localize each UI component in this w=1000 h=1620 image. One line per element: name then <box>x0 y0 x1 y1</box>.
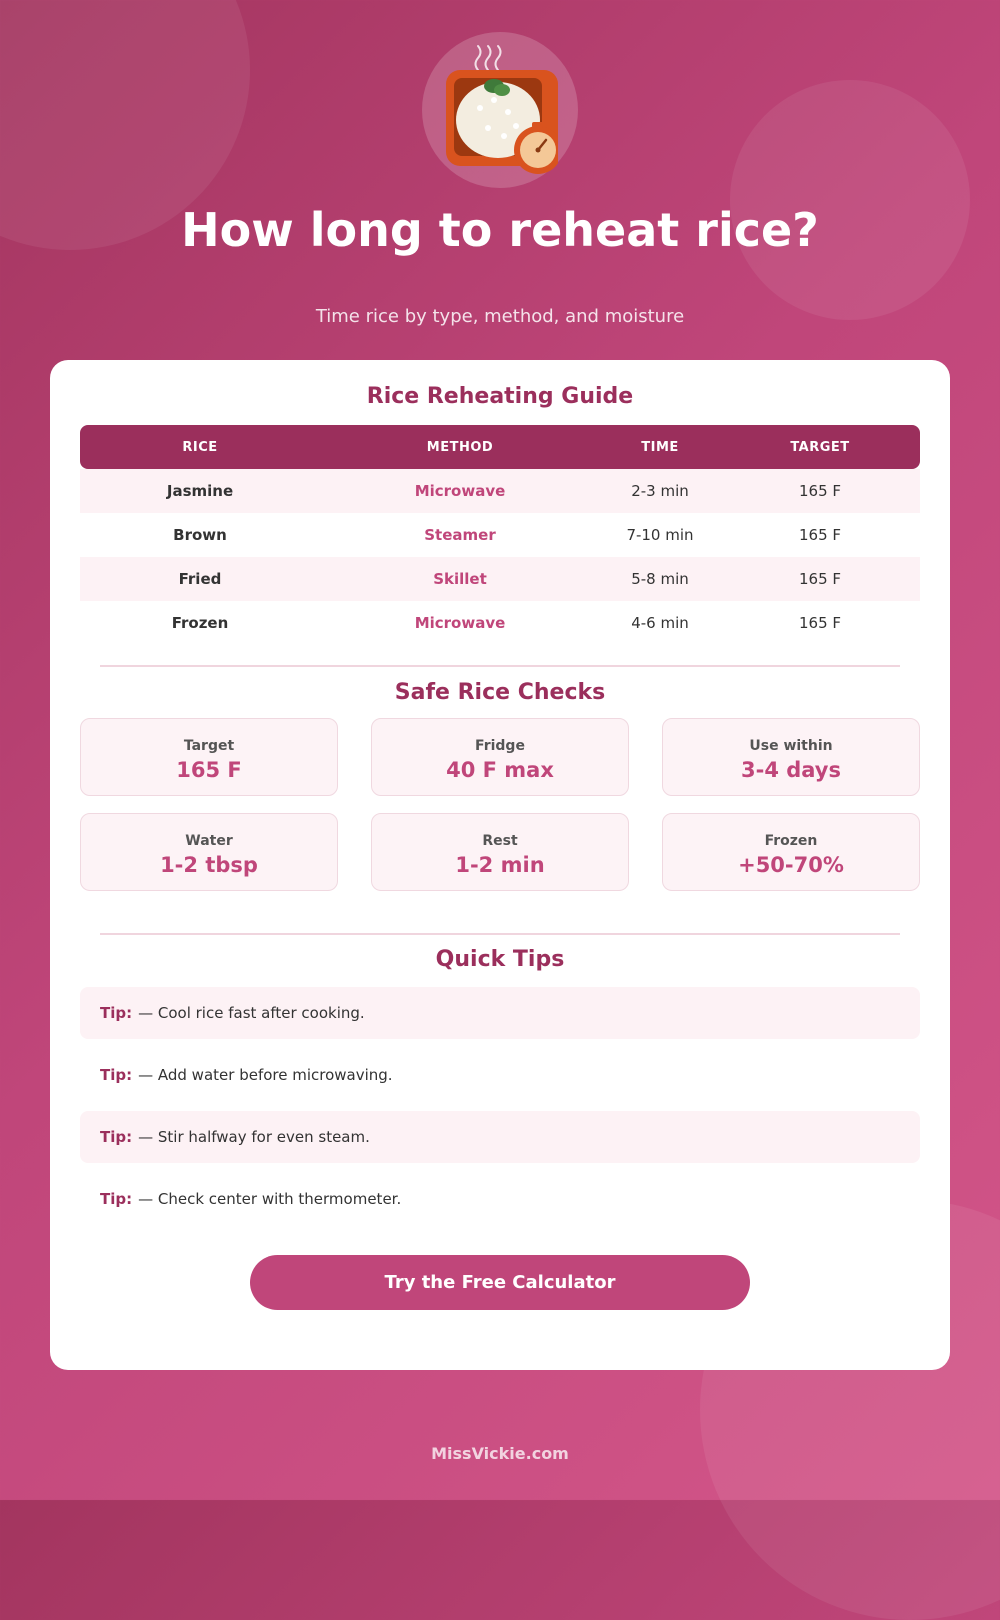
rice-cell: Fried <box>178 570 222 588</box>
check-value: 1-2 min <box>455 853 545 877</box>
check-label: Water <box>185 833 233 849</box>
method-cell: Microwave <box>414 482 506 500</box>
method-cell: Skillet <box>433 570 487 588</box>
time-cell: 5-8 min <box>631 570 689 588</box>
check-label: Target <box>183 738 235 754</box>
table-row <box>80 469 920 513</box>
check-label: Use within <box>749 738 833 754</box>
microwave-rice-timer-icon <box>422 32 578 188</box>
guide-title: Rice Reheating Guide <box>366 384 634 409</box>
check-label: Frozen <box>764 833 818 849</box>
table-row <box>80 557 920 601</box>
time-cell: 4-6 min <box>631 614 689 632</box>
list-item <box>80 1111 920 1163</box>
rice-cell: Jasmine <box>166 482 234 500</box>
list-item <box>80 1173 920 1225</box>
check-value: +50-70% <box>738 853 844 877</box>
tips-title: Quick Tips <box>435 947 565 972</box>
rice-cell: Frozen <box>171 614 229 632</box>
check-card <box>662 813 920 891</box>
time-cell: 7-10 min <box>626 526 694 544</box>
check-label: Fridge <box>475 738 525 754</box>
check-card <box>80 813 338 891</box>
footer-brand[interactable]: MissVickie.com <box>431 1444 569 1463</box>
method-cell: Steamer <box>424 526 496 544</box>
target-cell: 165 F <box>798 526 842 544</box>
content-card <box>50 360 950 1370</box>
tip-text: — Check center with thermometer. <box>138 1190 402 1208</box>
tip-text: — Add water before microwaving. <box>138 1066 393 1084</box>
tip-prefix: Tip: <box>100 1066 133 1084</box>
table-header <box>80 425 920 469</box>
check-value: 40 F max <box>446 758 554 782</box>
target-cell: 165 F <box>798 570 842 588</box>
check-card <box>371 813 629 891</box>
section-divider <box>100 933 900 935</box>
table-row <box>80 513 920 557</box>
calculator-button[interactable]: Try the Free Calculator <box>250 1255 750 1310</box>
check-label: Rest <box>482 833 518 849</box>
tip-prefix: Tip: <box>100 1128 133 1146</box>
tip-prefix: Tip: <box>100 1190 133 1208</box>
reheating-table <box>80 425 920 645</box>
method-cell: Microwave <box>414 614 506 632</box>
check-card <box>371 718 629 796</box>
list-item <box>80 1049 920 1101</box>
check-card <box>662 718 920 796</box>
column-header: TARGET <box>790 439 850 455</box>
tip-text: — Cool rice fast after cooking. <box>138 1004 365 1022</box>
target-cell: 165 F <box>798 614 842 632</box>
check-card <box>80 718 338 796</box>
check-value: 3-4 days <box>741 758 841 782</box>
check-value: 1-2 tbsp <box>160 853 258 877</box>
tip-text: — Stir halfway for even steam. <box>138 1128 370 1146</box>
column-header: RICE <box>182 439 218 455</box>
time-cell: 2-3 min <box>631 482 689 500</box>
column-header: METHOD <box>426 439 494 455</box>
rice-cell: Brown <box>173 526 227 544</box>
page-subtitle: Time rice by type, method, and moisture <box>315 306 685 327</box>
table-row <box>80 601 920 645</box>
tip-prefix: Tip: <box>100 1004 133 1022</box>
page-title: How long to reheat rice? <box>181 203 819 257</box>
checks-title: Safe Rice Checks <box>394 680 606 705</box>
list-item <box>80 987 920 1039</box>
section-divider <box>100 665 900 667</box>
check-value: 165 F <box>176 758 242 782</box>
column-header: TIME <box>641 439 679 455</box>
target-cell: 165 F <box>798 482 842 500</box>
